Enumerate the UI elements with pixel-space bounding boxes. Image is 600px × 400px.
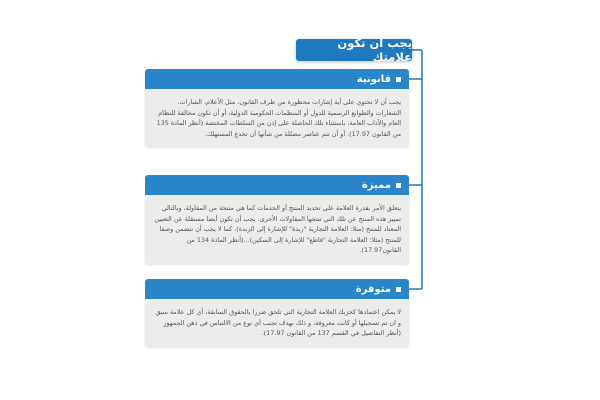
section-body: لا يمكن اعتمادها كحزبك العلامة التجارية التي تلحق ضررا بالحقوق السابقة، أي كل علامة سبق و ان تم تسجيلها أو كانت معروفة، و ذلك بهدف تجنب أي نوع من الالتباس في ذهن الجمهور (أنظر التفاصيل في القسم 137 من القانون 17.97). (145, 299, 409, 347)
section-body: يتعلق الأمر بقدرة العلامة على تحديد المنتج أو الخدمات كما هي منتجة من المقاولة، وبالتالي تمييز هذه المنتج عن تلك التي تنتجها المقاولات الأخرى. يجب أن تكون أيضا مستقلة عن التعيين المعتاد للمنتج (مثلا: العلامة التجارية "زبدة" للإشارة إلى الزبدة). كما لا يجب أن تتضمن وصفا للمنتج (مثلا: العلامة التجارية "قاطع" للإشارة إلى السكين)...(أنظر المادة 134 من القانون17.97). (145, 195, 409, 264)
diagram-title: يجب أن تكون علامتك (296, 39, 412, 61)
section-body: يجب أن لا تحتوي على أية إشارات محظورة من طرف القانون، مثل الأعلام، الشارات، الشعارات والطوابع الرسمية للدول أو المنظمات الحكومية الدولية، أو أن تكون مخالفة للنظام العام والآداب العامة، باستثناء تلك الحاصلة على إذن من السلطات المختصة (أنظر المادة 135 من القانون 17.97). أو أن تتم عناصر مضللة من شأنها أن تخدع المستهلك. (145, 89, 409, 147)
section-available (145, 279, 409, 347)
section-heading-text: متوفرة (355, 283, 391, 295)
section-distinctive (145, 175, 409, 264)
section-heading (145, 69, 409, 89)
section-heading-text: قانونية (356, 73, 391, 85)
section-legal (145, 69, 409, 147)
square-bullet-icon (396, 77, 401, 82)
square-bullet-icon (396, 287, 401, 292)
section-heading (145, 175, 409, 195)
section-heading-text: مميزة (361, 179, 391, 191)
section-heading (145, 279, 409, 299)
square-bullet-icon (396, 183, 401, 188)
